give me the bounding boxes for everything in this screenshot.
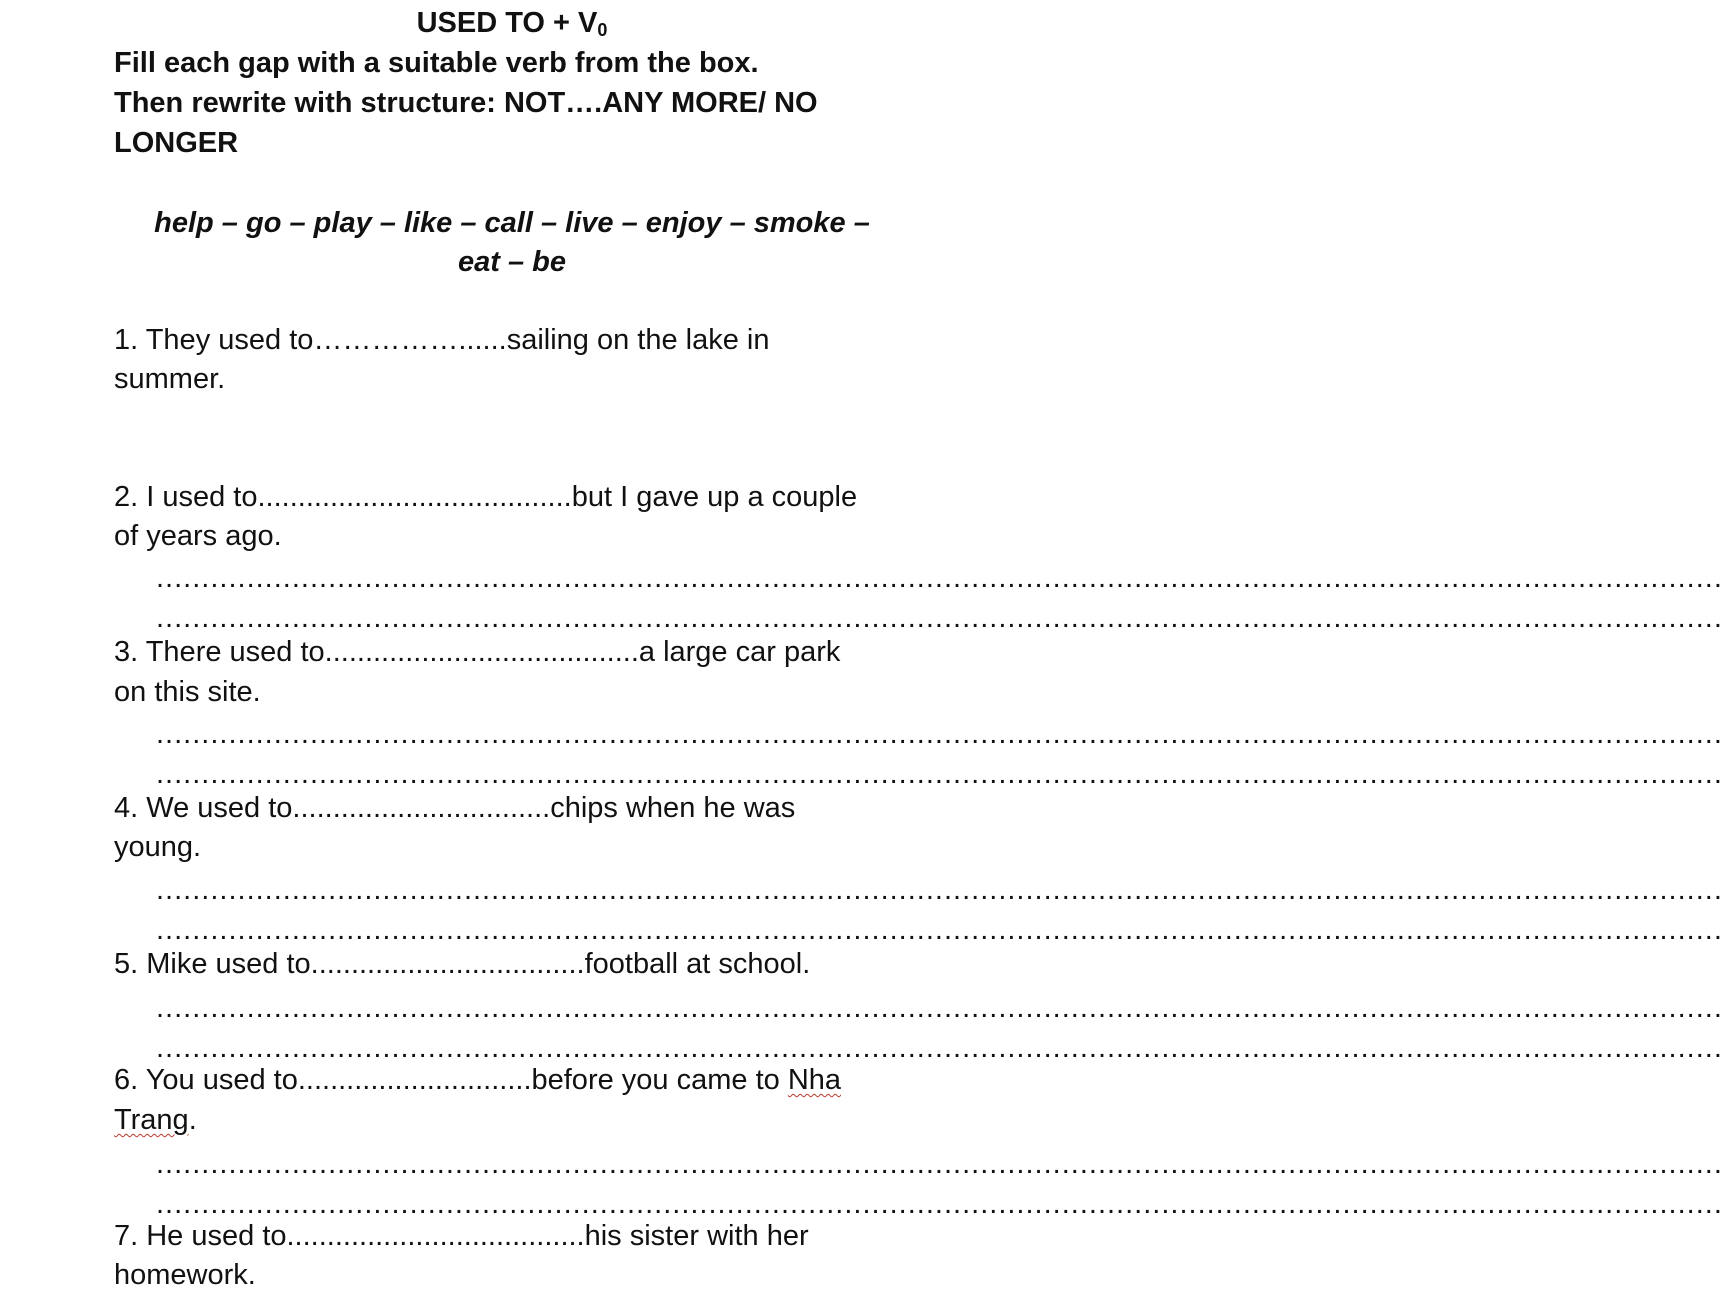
question-6-line-1 bbox=[114, 1063, 841, 1097]
question-6-line-1-text: 6. You used to.............................before you came to bbox=[114, 1064, 788, 1096]
question-4-line-2: young. bbox=[114, 831, 202, 863]
question-1-line-2: summer. bbox=[114, 363, 226, 395]
question-2-line-2: of years ago. bbox=[114, 520, 282, 552]
answer-line[interactable]: ............................................................................................................................................................................. bbox=[156, 562, 1723, 594]
word-box-line-1: help – go – play – like – call – live – enjoy – smoke – bbox=[154, 207, 870, 239]
question-4-line-1: 4. We used to................................chips when he was bbox=[114, 792, 796, 824]
question-6-place-word-2: Trang bbox=[114, 1104, 189, 1136]
question-6-line-2-end: . bbox=[188, 1104, 197, 1136]
question-6-place-word-1: Nha bbox=[787, 1064, 842, 1096]
instruction-line-2: Then rewrite with structure: NOT….ANY MORE/ NO bbox=[114, 87, 818, 119]
question-6-line-2 bbox=[114, 1103, 197, 1137]
answer-line[interactable]: ............................................................................................................................................................................. bbox=[156, 718, 1723, 750]
answer-line[interactable]: ............................................................................................................................................................................. bbox=[156, 758, 1723, 790]
question-2-line-1: 2. I used to.......................................but I gave up a couple bbox=[114, 481, 858, 513]
answer-line[interactable]: ............................................................................................................................................................................. bbox=[156, 602, 1723, 634]
instruction-line-1: Fill each gap with a suitable verb from the box. bbox=[114, 47, 759, 79]
answer-line[interactable]: ............................................................................................................................................................................. bbox=[156, 1148, 1723, 1180]
answer-line[interactable]: ............................................................................................................................................................................. bbox=[156, 914, 1723, 946]
page-title bbox=[0, 6, 1024, 47]
instruction-line-3: LONGER bbox=[114, 127, 239, 159]
question-7-line-2: homework. bbox=[114, 1259, 256, 1291]
title-text: USED TO + V bbox=[416, 7, 598, 39]
question-7-line-1: 7. He used to.....................................his sister with her bbox=[114, 1220, 809, 1252]
answer-line[interactable]: ............................................................................................................................................................................. bbox=[156, 1188, 1723, 1220]
question-1-line-1: 1. They used to……………......sailing on the lake in bbox=[114, 324, 770, 356]
answer-line[interactable]: ............................................................................................................................................................................. bbox=[156, 992, 1723, 1024]
answer-line[interactable]: ............................................................................................................................................................................. bbox=[156, 1032, 1723, 1064]
question-3-line-1: 3. There used to.......................................a large car park bbox=[114, 636, 841, 668]
word-box-line-2: eat – be bbox=[458, 246, 566, 278]
answer-line[interactable]: ............................................................................................................................................................................. bbox=[156, 874, 1723, 906]
question-5-line-1: 5. Mike used to..................................football at school. bbox=[114, 948, 811, 980]
title-subscript: 0 bbox=[597, 20, 608, 40]
question-3-line-2: on this site. bbox=[114, 676, 261, 708]
